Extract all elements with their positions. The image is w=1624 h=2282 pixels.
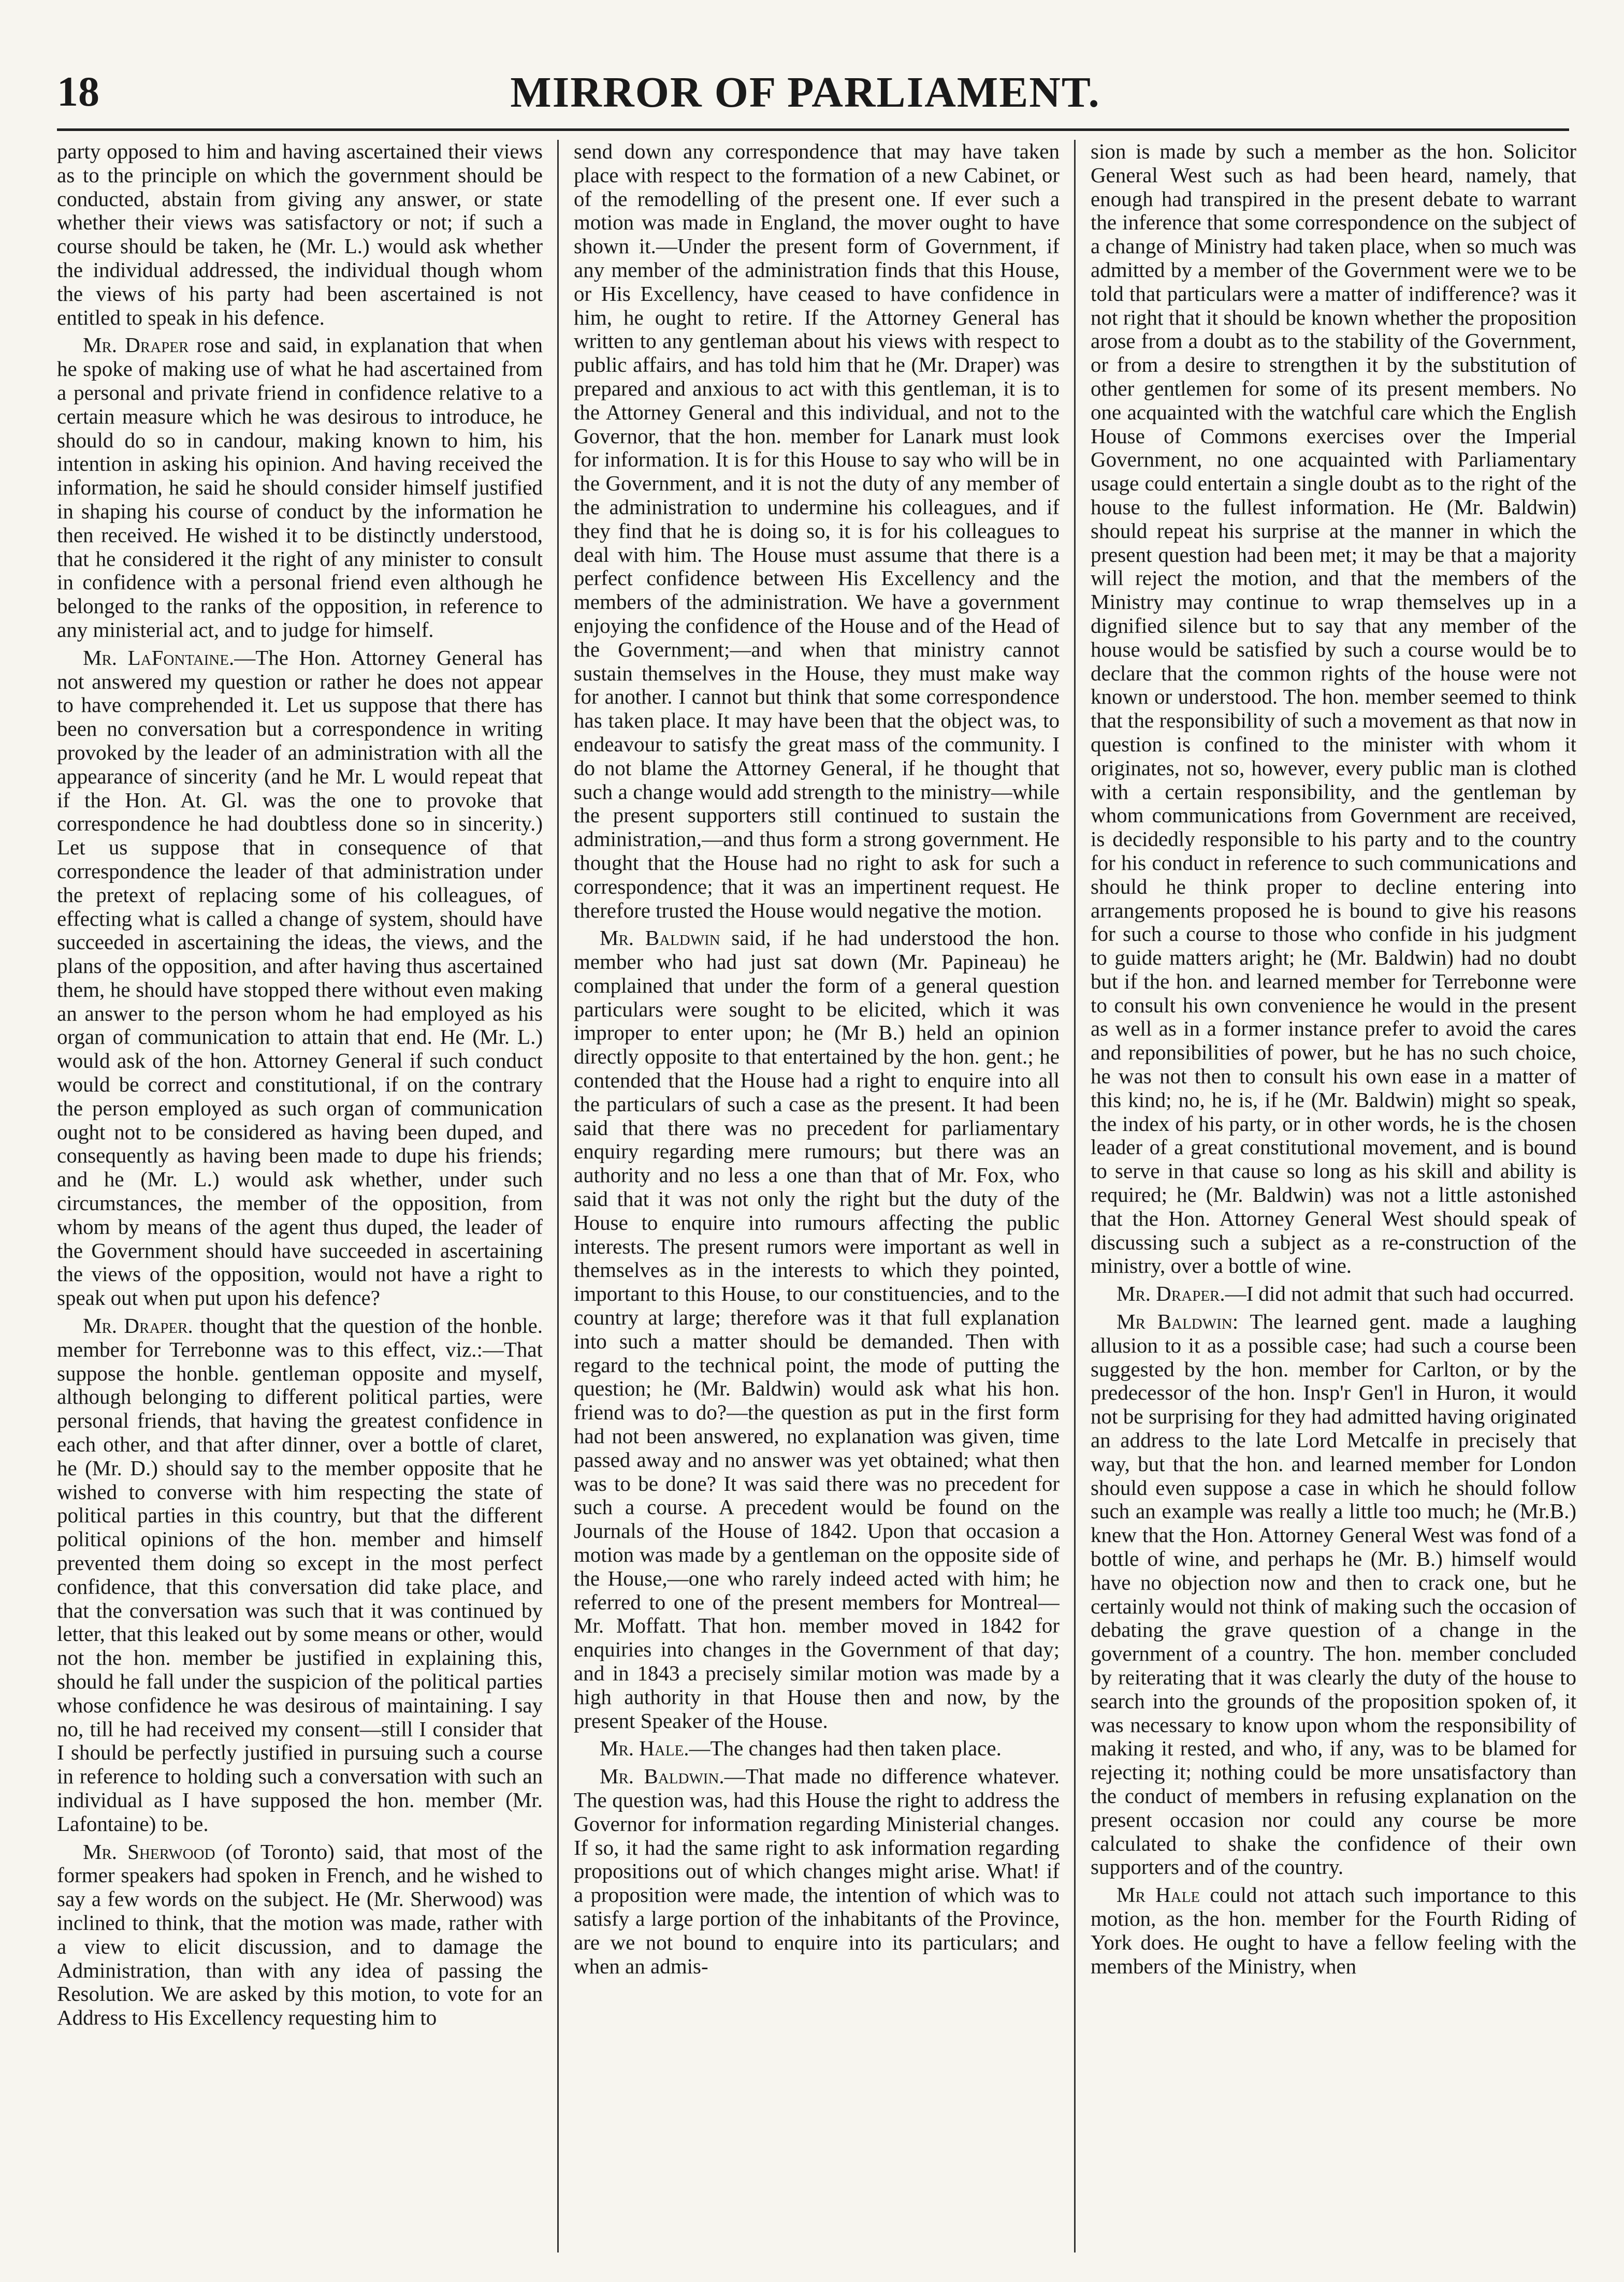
speaker-name: Mr. Sherwood bbox=[83, 1839, 215, 1864]
column-divider bbox=[1074, 140, 1076, 2252]
paragraph-text: party opposed to him and having ascertained their views as to the principle on which the government should be conducted, abstain from giving any answer, or state whether their views was satisfactory or not; if such a course should be taken, he (Mr. L.) would ask whether the individual addressed, the individual though whom the views of his party had been ascertained is not entitled to speak in his defence. bbox=[57, 140, 543, 329]
column-2 bbox=[574, 140, 1060, 2252]
paragraph bbox=[574, 926, 1060, 1733]
paragraph-text: send down any correspondence that may have taken place with respect to the formation of a new Cabinet, or of the remodelling of the present one. If ever such a motion was made in England, the mover ought to have shown it.—Under the present form of Government, if any member of the administration finds that this House, or His Excellency, have ceased to have confidence in him, he ought to retire. If the Attorney General has written to any gentleman about his views with respect to public affairs, and has told him that he (Mr. Draper) was prepared and anxious to act with this gentleman, it is to the Attorney General and this individual, and not to the Governor, that the hon. member for Lanark must look for information. It is for this House to say who will be in the Government, and it is not the duty of any member of the administration to undermine his colleagues, and if they find that he is doing so, it is for his colleagues to deal with him. The House must assume that there is a perfect confidence between His Excellency and the members of the administration. We have a government enjoying the confidence of the House and of the Head of the Government;—and when that ministry cannot sustain themselves in the House, they must make way for another. I cannot but think that some correspondence has taken place. It may have been that the object was, to endeavour to satisfy the great mass of the community. I do not blame the Attorney General, if he thought that such a change would add strength to the ministry—while the present supporters still continued to sustain the administration,—and thus form a strong government. He thought that the House had no right to ask for such a correspondence; that it was an impertinent request. He therefore trusted the House would negative the motion. bbox=[574, 140, 1060, 922]
column-divider bbox=[557, 140, 559, 2252]
paragraph bbox=[57, 333, 543, 642]
paragraph bbox=[1091, 140, 1576, 1278]
speaker-name: Mr. Draper bbox=[1116, 1282, 1220, 1306]
paragraph-text: .—The Hon. Attorney General has not answered my question or rather he does not appear to have comprehended it. Let us suppose that there has been no conversation but a correspondence in writing provoked by the leader of an administration with all the appearance of sincerity (and he Mr. L would repeat that if the Hon. At. Gl. was the one to provoke that correspondence he had doubtless done so in sincerity.) Let us suppose that in consequence of that correspondence the leader of that administration under the pretext of replacing some of his colleagues, of effecting what is called a change of system, should have succeeded in ascertaining the ideas, the views, and the plans of the opposition, and after having thus ascertained them, he should have stopped there without even making an answer to the person whom he had employed as his organ of communication to attain that end. He (Mr. L.) would ask of the hon. Attorney General if such conduct would be correct and constitutional, if on the contrary the person employed as such organ of communication ought not to be considered as having been duped, and consequently as having been made to dupe his friends; and he (Mr. L.) would ask whether, under such circumstances, the member of the opposition, from whom by means of the agent thus duped, the leader of the Government should have succeeded in ascertaining the views of the opposition, would not have a right to speak out when put upon his defence? bbox=[57, 645, 543, 1310]
paragraph bbox=[1091, 1883, 1576, 1978]
speaker-name: Mr. Hale bbox=[600, 1736, 684, 1761]
header-rule bbox=[57, 128, 1569, 131]
paragraph-text: : The learned gent. made a laughing allusion to it as a possible case; had such a course been suggested by the hon. member for Carlton, or by the predecessor of the hon. Insp'r Gen'l in Huron, it would not be surprising for they had admitted having originated an address to the late Lord Metcalfe in precisely that way, but that the hon. and learned member for London should even suppose a case in which he should follow such an example was really a little too much; he (Mr.B.) knew that the Hon. Attorney General West was fond of a bottle of wine, and perhaps he (Mr. B.) himself would have no objection now and then to crack one, but he certainly would not think of making such the occasion of debating the grave question of a change in the government of a country. The hon. member concluded by reiterating that it was clearly the duty of the house to search into the grounds of the proposition spoken of, it was necessary to know upon whom the responsibility of making it rested, and who, if any, was to be blamed for rejecting it; nothing could be more unsatisfactory than the conduct of members in refusing explanation on the present occasion nor could any course be more calculated to shake the confidence of their own supporters and of the country. bbox=[1091, 1310, 1576, 1879]
page-number: 18 bbox=[57, 68, 99, 115]
paragraph-text: . thought that the question of the honble. member for Terrebonne was to this effect, viz.:—That suppose the honble. gentleman opposite and myself, although belonging to different political parties, were personal friends, that having the greatest confidence in each other, and that after dinner, over a bottle of claret, he (Mr. D.) should say to the member opposite that he wished to converse with him respecting the state of political parties in this country, but that the different political opinions of the hon. member and himself prevented them doing so except in the most perfect confidence, that this conversation did take place, and that the conversation was such that it was continued by letter, that this leaked out by some means or other, would not the hon. member be justified in explaining this, should he fall under the suspicion of the political parties whose confidence he was desirous of maintaining. I say no, till he had received my consent—still I consider that I should be perfectly justified in pursuing such a course in reference to holding such a conversation with such an individual as I have supposed the hon. member (Mr. Lafontaine) to be. bbox=[57, 1314, 543, 1836]
speaker-name: Mr. Draper bbox=[83, 333, 189, 357]
publication-title: MIRROR OF PARLIAMENT. bbox=[510, 68, 1100, 117]
speaker-name: Mr. Draper bbox=[83, 1314, 188, 1338]
paragraph-text: could not attach such importance to this motion, as the hon. member for the Fourth Riding of York does. He ought to have a fellow feeling with the members of the Ministry, when bbox=[1091, 1883, 1576, 1978]
paragraph-text: .—The changes had then taken place. bbox=[684, 1736, 1002, 1761]
paragraph bbox=[1091, 1282, 1576, 1306]
paragraph-text: sion is made by such a member as the hon. Solicitor General West such as had been heard, namely, that enough had transpired in the present debate to warrant the inference that some correspondence on the subject of a change of Ministry had taken place, when so much was admitted by a member of the Government were we to be told that particulars were a matter of indifference? was it not right that it should be known whether the proposition arose from a doubt as to the stability of the Government, or from a desire to strengthen it by the substitution of other gentlemen for some of its present members. No one acquainted with the watchful care which the English House of Commons exercises over the Imperial Government, no one acquainted with Parliamentary usage could entertain a single doubt as to the right of the house to the fullest information. He (Mr. Baldwin) should repeat his surprise at the manner in which the present question had been met; it may be that a majority will reject the motion, and that the members of the Ministry may continue to wrap themselves up in a dignified silence but to say that any member of the house would be satisfied by such a course would be to declare that the common rights of the house were not known or understood. The hon. member seemed to think that the responsibility of such a movement as that now in question is confined to the minister with whom it originates, not so, however, every public man is clothed with a certain responsibility, and the gentleman by whom communications from Government are received, is decidedly responsible to his party and to the country for his conduct in reference to such communications and should he think proper to decline entering into arrangements proposed he is bound to give his reasons for such a course to those who confide in his judgment to guide matters aright; he (Mr. Baldwin) had no doubt but if the hon. and learned member for Terrebonne were to consult his own convenience he would in the present as well as in a former instance prefer to avoid the cares and reponsibilities of power, but he has no such choice, he was not then to consult his own ease in a matter of this kind; no, he is, if he (Mr. Baldwin) might so speak, the index of his party, or in other words, he is the chosen leader of a great constitutional movement, and is bound to serve in that cause so long as his skill and ability is required; he (Mr. Baldwin) was not a little astonished that the Hon. Attorney General West should speak of discussing such a subject as a re-construction of the ministry, over a bottle of wine. bbox=[1091, 140, 1576, 1278]
paragraph bbox=[57, 1840, 543, 2030]
paragraph-text: rose and said, in explanation that when he spoke of making use of what he had ascertained from a personal and private friend in confidence relative to a certain measure which he was desirous to introduce, he should do so in candour, making known to him, his intention in asking his opinion. And having received the information, he said he should consider himself justified in shaping his course of conduct by the information he then received. He wished it to be distinctly understood, that he considered it the right of any minister to consult in confidence with a personal friend even although he belonged to the ranks of the opposition, in reference to any ministerial act, and to judge for himself. bbox=[57, 333, 543, 642]
paragraph bbox=[574, 140, 1060, 922]
paragraph-text: .—That made no difference whatever. The question was, had this House the right to address the Governor for information regarding Ministerial changes. If so, it had the same right to ask information regarding propositions out of which changes might arise. What! if a proposition were made, the intention of which was to satisfy a large portion of the inhabitants of the Province, are we not bound to enquire into its particulars; and when an admis- bbox=[574, 1764, 1060, 1978]
speaker-name: Mr Hale bbox=[1116, 1883, 1200, 1907]
paragraph bbox=[574, 1765, 1060, 1978]
paragraph-text: .—I did not admit that such had occurred. bbox=[1220, 1282, 1574, 1306]
paragraph bbox=[57, 1314, 543, 1836]
paragraph bbox=[57, 646, 543, 1310]
newspaper-page bbox=[31, 67, 1579, 2252]
paragraph-text: said, if he had understood the hon. member who had just sat down (Mr. Papineau) he complained that under the form of a general question particulars were sought to be elicited, which it was improper to enter upon; he (Mr B.) held an opinion directly opposite to that entertained by the hon. gent.; he contended that the House had a right to enquire into all the particulars of such a case as the present. It had been said that there was no precedent for parliamentary enquiry regarding mere rumours; but there was an authority and no less a one than that of Mr. Fox, who said that it was not only the right but the duty of the House to enquire into rumours affecting the public interests. The present rumors were important as well in themselves as in the interests to which they pointed, important to this House, to our constituencies, and to the country at large; therefore was it that full explanation into such a matter should be demanded. Then with regard to the technical point, the mode of putting the question; he (Mr. Baldwin) would ask what his hon. friend was to do?—the question as put in the first form had not been answered, no explanation was given, time passed away and no answer was yet obtained; what then was to be done? It was said there was no precedent for such a course. A precedent would be found on the Journals of the House of 1842. Upon that occasion a motion was made by a gentleman on the opposite side of the House,—one who rarely indeed acted with him; he referred to one of the present members for Montreal—Mr. Moffatt. That hon. member moved in 1842 for enquiries into changes in the Government of that day; and in 1843 a precisely similar motion was made by a high authority in that House then and now, by the present Speaker of the House. bbox=[574, 926, 1060, 1733]
speaker-name: Mr. Baldwin bbox=[600, 926, 720, 950]
page-header bbox=[31, 67, 1579, 124]
speaker-name: Mr. Baldwin bbox=[600, 1764, 719, 1789]
column-1 bbox=[57, 140, 543, 2252]
column-3 bbox=[1091, 140, 1576, 2252]
paragraph bbox=[57, 140, 543, 329]
paragraph-text: (of Toronto) said, that most of the former speakers had spoken in French, and he wished to say a few words on the subject. He (Mr. Sherwood) was inclined to think, that the motion was made, rather with a view to elicit discussion, and to damage the Administration, than with any idea of passing the Resolution. We are asked by this motion, to vote for an Address to His Excellency requesting him to bbox=[57, 1839, 543, 2030]
speaker-name: Mr. LaFontaine bbox=[83, 645, 229, 670]
paragraph bbox=[1091, 1310, 1576, 1879]
speaker-name: Mr Baldwin bbox=[1116, 1310, 1232, 1334]
text-columns bbox=[57, 140, 1576, 2252]
paragraph bbox=[574, 1737, 1060, 1761]
